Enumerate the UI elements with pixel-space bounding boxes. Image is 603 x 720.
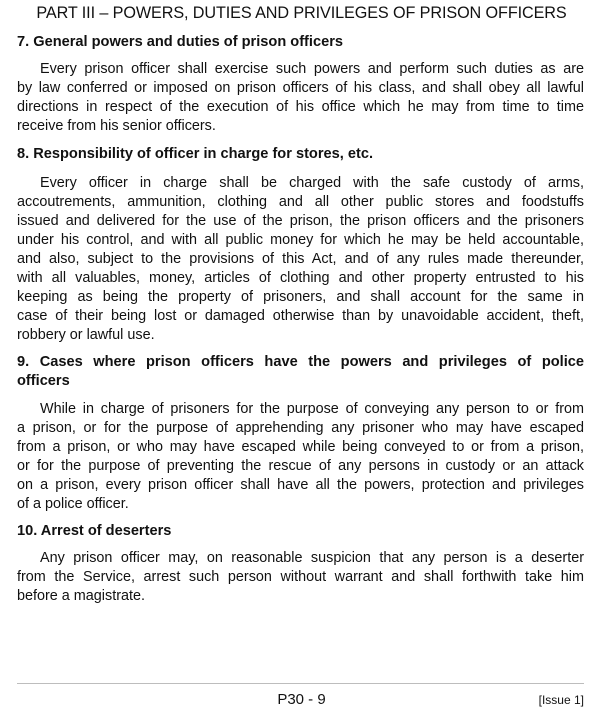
- part-title: PART III – POWERS, DUTIES AND PRIVILEGES OF PRISON OFFICERS: [36, 4, 567, 22]
- paragraph-line: or for the purpose of preventing the rescue of any persons in custody or an attack: [17, 458, 584, 474]
- paragraph-line: Any prison officer may, on reasonable suspicion that any person is a deserter: [40, 550, 584, 566]
- paragraph-line: Every prison officer shall exercise such powers and perform such duties as are: [40, 61, 584, 77]
- paragraph-line: While in charge of prisoners for the purpose of conveying any person to or from: [40, 401, 584, 417]
- section-heading: 8. Responsibility of officer in charge for stores, etc.: [17, 146, 374, 162]
- paragraph-line: case of their being lost or damaged otherwise than by unavoidable accident, theft,: [17, 308, 584, 324]
- paragraph-line: with all valuables, money, articles of clothing and other property entrusted to his: [17, 270, 584, 286]
- paragraph-line: a prison, or for the purpose of apprehending any prisoner who may have escaped: [17, 420, 584, 436]
- paragraph-line: by law conferred or imposed on prison officers of his class, and shall obey all lawful: [17, 80, 584, 96]
- page-number: P30 - 9: [277, 691, 326, 708]
- paragraph-line: on a prison, every prison officer shall have all the powers, protection and privileges: [17, 477, 584, 493]
- issue-label: [Issue 1]: [538, 693, 584, 707]
- paragraph-line: from a prison, or who may have escaped while being conveyed to or from a prison,: [17, 439, 584, 455]
- paragraph-line: issued and delivered for the use of the prison, the prison officers and the prisoners: [17, 213, 584, 229]
- footer-divider: [17, 683, 584, 684]
- section-heading: 9. Cases where prison officers have the powers and privileges of police: [17, 354, 584, 370]
- paragraph-line: receive from his senior officers.: [17, 118, 216, 134]
- paragraph-line: from the Service, arrest such person without warrant and shall forthwith take him: [17, 569, 584, 585]
- paragraph-line: of a police officer.: [17, 496, 129, 512]
- paragraph-line: under his control, and with all public money for which he may be held accountable,: [17, 232, 584, 248]
- paragraph-line: and also, subject to the provisions of this Act, and of any rules made thereunder,: [17, 251, 584, 267]
- paragraph-line: keeping as being the property of prisoners, and shall account for the same in: [17, 289, 584, 305]
- paragraph-line: Every officer in charge shall be charged with the safe custody of arms,: [40, 175, 584, 191]
- paragraph-line: before a magistrate.: [17, 588, 145, 604]
- paragraph-line: accoutrements, ammunition, clothing and all other public stores and foodstuffs: [17, 194, 584, 210]
- section-heading: 7. General powers and duties of prison officers: [17, 34, 344, 50]
- paragraph-line: robbery or lawful use.: [17, 327, 155, 343]
- section-heading: 10. Arrest of deserters: [17, 523, 172, 539]
- paragraph-line: directions in respect of the execution of his office which he may from time to time: [17, 99, 584, 115]
- section-heading-continued: officers: [17, 373, 70, 389]
